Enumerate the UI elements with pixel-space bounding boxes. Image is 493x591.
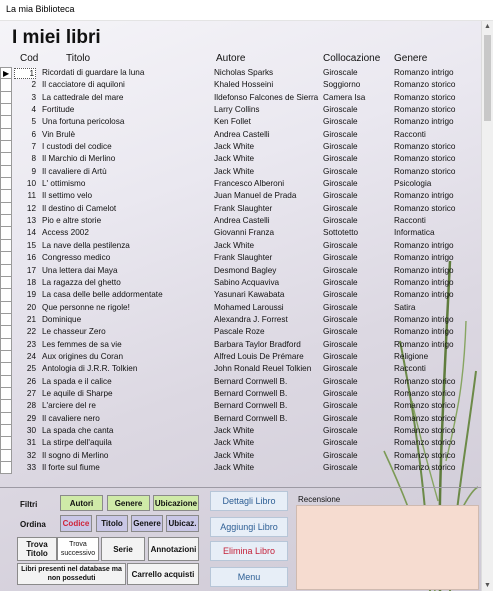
record-selector[interactable] [0, 462, 12, 474]
record-selector[interactable] [0, 302, 12, 314]
cell-titolo[interactable]: La ragazza del ghetto [42, 277, 121, 287]
record-selector[interactable] [0, 326, 12, 338]
cell-autore[interactable]: Jack White [214, 450, 255, 460]
cell-genere[interactable]: Romanzo intrigo [394, 117, 454, 127]
cell-cod[interactable]: 17 [26, 265, 36, 275]
cell-autore[interactable]: Bernard Cornwell B. [214, 413, 288, 423]
record-selector[interactable] [0, 178, 12, 190]
cell-cod[interactable]: 26 [26, 376, 36, 386]
cell-genere[interactable]: Romanzo intrigo [394, 240, 454, 250]
record-selector[interactable] [0, 314, 12, 326]
cell-titolo[interactable]: Una lettera dai Maya [42, 265, 118, 275]
record-selector[interactable] [0, 363, 12, 375]
cell-genere[interactable]: Racconti [394, 216, 426, 226]
cell-collocazione[interactable]: Giroscale [323, 240, 358, 250]
record-selector[interactable] [0, 339, 12, 351]
cell-cod[interactable]: 20 [26, 302, 36, 312]
record-selector[interactable] [0, 116, 12, 128]
cell-collocazione[interactable]: Giroscale [323, 203, 358, 213]
cell-autore[interactable]: Alexandra J. Forrest [214, 314, 288, 324]
trova-titolo-button[interactable]: Trova Titolo [17, 537, 57, 561]
cell-autore[interactable]: Jack White [214, 240, 255, 250]
cell-titolo[interactable]: Il sogno di Merlino [42, 450, 109, 460]
table-row[interactable] [14, 240, 474, 252]
record-selector[interactable] [0, 166, 12, 178]
column-header-genere[interactable]: Genere [394, 53, 428, 64]
record-selector[interactable] [0, 203, 12, 215]
record-selector[interactable] [0, 252, 12, 264]
cell-cod[interactable]: 23 [26, 339, 36, 349]
cell-titolo[interactable]: La spada che canta [42, 425, 114, 435]
cell-cod[interactable]: 22 [26, 327, 36, 337]
record-selector[interactable] [0, 265, 12, 277]
table-row[interactable] [14, 116, 474, 128]
cell-genere[interactable]: Romanzo intrigo [394, 277, 454, 287]
cell-titolo[interactable]: Il Marchio di Merlino [42, 154, 116, 164]
cell-autore[interactable]: Jack White [214, 166, 255, 176]
cell-genere[interactable]: Psicologia [394, 179, 432, 189]
column-header-titolo[interactable]: Titolo [66, 53, 91, 64]
cell-autore[interactable]: Ildefonso Falcones de Sierra [214, 92, 319, 102]
cell-cod[interactable]: 25 [26, 364, 36, 374]
cell-titolo[interactable]: La nave della pestilenza [42, 240, 130, 250]
record-selector[interactable] [0, 413, 12, 425]
cell-cod[interactable]: 24 [26, 351, 36, 361]
cell-collocazione[interactable]: Soggiorno [323, 80, 361, 90]
cell-collocazione[interactable]: Giroscale [323, 339, 358, 349]
sort-codice-button[interactable]: Codice [60, 515, 92, 532]
table-row[interactable] [14, 141, 474, 153]
record-selector[interactable] [0, 104, 12, 116]
recensione-field[interactable] [296, 505, 479, 590]
cell-collocazione[interactable]: Sottotetto [323, 228, 359, 238]
cell-genere[interactable]: Romanzo storico [394, 438, 456, 448]
record-selector[interactable] [0, 141, 12, 153]
cell-genere[interactable]: Romanzo storico [394, 376, 456, 386]
serie-button[interactable]: Serie [101, 537, 145, 561]
sort-genere-button[interactable]: Genere [131, 515, 163, 532]
cell-autore[interactable]: Juan Manuel de Prada [214, 191, 297, 201]
cell-genere[interactable]: Romanzo storico [394, 463, 456, 472]
cell-titolo[interactable]: L'arciere del re [42, 401, 96, 411]
cell-genere[interactable]: Romanzo storico [394, 450, 456, 460]
record-selector[interactable] [0, 153, 12, 165]
annotazioni-button[interactable]: Annotazioni [148, 537, 199, 561]
cell-cod[interactable]: 33 [26, 463, 36, 472]
table-row[interactable] [14, 92, 474, 104]
cell-genere[interactable]: Religione [394, 351, 429, 361]
cell-autore[interactable]: Sabino Acquaviva [214, 277, 280, 287]
sort-titolo-button[interactable]: Titolo [96, 515, 128, 532]
cell-titolo[interactable]: Pio e altre storie [42, 216, 102, 226]
cell-cod[interactable]: 21 [26, 314, 36, 324]
filter-autori-button[interactable]: Autori [60, 495, 103, 511]
cell-titolo[interactable]: La stirpe dell'aquila [42, 438, 112, 448]
record-selector[interactable] [0, 450, 12, 462]
page-title: I miei libri [12, 27, 101, 48]
cell-collocazione[interactable]: Giroscale [323, 253, 358, 263]
cell-genere[interactable]: Romanzo storico [394, 388, 456, 398]
dettagli-libro-button[interactable]: Dettagli Libro [210, 491, 288, 511]
cell-titolo[interactable]: Il forte sul fiume [42, 463, 100, 472]
table-row[interactable] [14, 425, 474, 437]
cell-cod[interactable]: 1 [14, 68, 36, 79]
cell-cod[interactable]: 2 [31, 80, 36, 90]
trova-successivo-button[interactable]: Trova successivo [57, 537, 99, 561]
cell-collocazione[interactable]: Giroscale [323, 290, 358, 300]
cell-autore[interactable]: Larry Collins [214, 105, 260, 115]
books-list [14, 67, 474, 474]
cell-cod[interactable]: 16 [26, 253, 36, 263]
cell-genere[interactable]: Romanzo intrigo [394, 327, 454, 337]
cell-collocazione[interactable]: Camera Isa [323, 92, 366, 102]
cell-autore[interactable]: John Ronald Reuel Tolkien [214, 364, 312, 374]
cell-collocazione[interactable]: Giroscale [323, 388, 358, 398]
cell-autore[interactable]: Frank Slaughter [214, 253, 273, 263]
cell-autore[interactable]: Jack White [214, 463, 255, 472]
filtri-label: Filtri [20, 500, 38, 509]
filter-ubicazione-button[interactable]: Ubicazione [153, 495, 199, 511]
table-row[interactable] [14, 252, 474, 264]
cell-titolo[interactable]: La cattedrale del mare [42, 92, 124, 102]
cell-titolo[interactable]: Que personne ne rigole! [42, 302, 130, 312]
cell-collocazione[interactable]: Giroscale [323, 265, 358, 275]
cell-collocazione[interactable]: Giroscale [323, 154, 358, 164]
section-divider [0, 487, 481, 488]
cell-cod[interactable]: 27 [26, 388, 36, 398]
cell-autore[interactable]: Giovanni Franza [214, 228, 275, 238]
table-row[interactable] [14, 190, 474, 202]
cell-autore[interactable]: Desmond Bagley [214, 265, 277, 275]
column-header-cod[interactable]: Cod [20, 53, 39, 64]
cell-cod[interactable]: 11 [27, 191, 36, 201]
cell-titolo[interactable]: Access 2002 [42, 228, 89, 238]
record-selector[interactable] [0, 92, 12, 104]
cell-cod[interactable]: 14 [26, 228, 36, 238]
record-selector[interactable] [0, 289, 12, 301]
filter-genere-button[interactable]: Genere [107, 495, 150, 511]
table-row[interactable] [14, 153, 474, 165]
cell-cod[interactable]: 4 [31, 105, 36, 115]
cell-titolo[interactable]: Aux origines du Coran [42, 351, 124, 361]
cell-collocazione[interactable]: Giroscale [323, 68, 358, 77]
cell-titolo[interactable]: Il cavaliere di Artù [42, 166, 107, 176]
cell-collocazione[interactable]: Giroscale [323, 117, 358, 127]
cell-collocazione[interactable]: Giroscale [323, 413, 358, 423]
menu-button[interactable]: Menu [210, 567, 288, 587]
cell-cod[interactable]: 13 [26, 216, 36, 226]
record-selector[interactable] [0, 351, 12, 363]
cell-autore[interactable]: Bernard Cornwell B. [214, 376, 288, 386]
table-row[interactable] [14, 129, 474, 141]
current-record-arrow-icon: ▶ [3, 69, 10, 78]
cell-titolo[interactable]: Il cacciatore di aquiloni [42, 80, 125, 90]
cell-collocazione[interactable]: Giroscale [323, 191, 358, 201]
cell-cod[interactable]: 7 [31, 142, 36, 152]
cell-cod[interactable]: 28 [26, 401, 36, 411]
cell-titolo[interactable]: Una fortuna pericolosa [42, 117, 125, 127]
vertical-scrollbar[interactable] [481, 21, 493, 591]
cell-collocazione[interactable]: Giroscale [323, 142, 358, 152]
recensione-label: Recensione [298, 495, 341, 504]
cell-titolo[interactable]: Ricordati di guardare la luna [42, 68, 145, 77]
cell-autore[interactable]: Jack White [214, 425, 255, 435]
cell-genere[interactable]: Racconti [394, 129, 426, 139]
table-row[interactable] [14, 413, 474, 425]
cell-genere[interactable]: Romanzo storico [394, 80, 456, 90]
record-selector[interactable] [0, 67, 12, 79]
cell-genere[interactable]: Romanzo intrigo [394, 265, 454, 275]
ordina-label: Ordina [20, 520, 46, 529]
record-selector[interactable] [0, 129, 12, 141]
record-selector[interactable] [0, 376, 12, 388]
cell-autore[interactable]: Jack White [214, 154, 255, 164]
cell-autore[interactable]: Mohamed Laroussi [214, 302, 284, 312]
cell-cod[interactable]: 32 [26, 450, 36, 460]
carrello-acquisti-button[interactable]: Carrello acquisti [127, 563, 199, 585]
cell-collocazione[interactable]: Giroscale [323, 376, 358, 386]
cell-titolo[interactable]: I custodi del codice [42, 142, 112, 152]
cell-collocazione[interactable]: Giroscale [323, 438, 358, 448]
cell-collocazione[interactable]: Giroscale [323, 463, 358, 472]
table-row[interactable] [14, 178, 474, 190]
record-selector[interactable] [0, 277, 12, 289]
cell-autore[interactable]: Barbara Taylor Bradford [214, 339, 301, 349]
cell-genere[interactable]: Romanzo intrigo [394, 290, 454, 300]
cell-autore[interactable]: Bernard Cornwell B. [214, 401, 288, 411]
cell-genere[interactable]: Romanzo intrigo [394, 68, 454, 77]
cell-collocazione[interactable]: Giroscale [323, 105, 358, 115]
table-row[interactable] [14, 79, 474, 91]
cell-autore[interactable]: Frank Slaughter [214, 203, 273, 213]
table-row[interactable] [14, 400, 474, 412]
cell-genere[interactable]: Romanzo storico [394, 92, 456, 102]
table-row[interactable] [14, 203, 474, 215]
cell-genere[interactable]: Romanzo storico [394, 413, 456, 423]
cell-collocazione[interactable]: Giroscale [323, 216, 358, 226]
cell-titolo[interactable]: Dominique [42, 314, 82, 324]
cell-collocazione[interactable]: Giroscale [323, 364, 358, 374]
cell-autore[interactable]: Yasunari Kawabata [214, 290, 285, 300]
cell-titolo[interactable]: Les femmes de sa vie [42, 339, 122, 349]
scroll-down-arrow-icon[interactable]: ▼ [484, 582, 491, 589]
cell-cod[interactable]: 29 [26, 413, 36, 423]
cell-autore[interactable]: Alfred Louis De Prémare [214, 351, 304, 361]
cell-titolo[interactable]: Le chasseur Zero [42, 327, 106, 337]
record-selector[interactable] [0, 190, 12, 202]
cell-cod[interactable]: 30 [26, 425, 36, 435]
table-row[interactable] [14, 67, 474, 79]
cell-collocazione[interactable]: Giroscale [323, 314, 358, 324]
table-row[interactable] [14, 376, 474, 388]
table-row[interactable] [14, 388, 474, 400]
cell-collocazione[interactable]: Giroscale [323, 166, 358, 176]
cell-genere[interactable]: Romanzo intrigo [394, 314, 454, 324]
window-title: La mia Biblioteca [6, 4, 75, 14]
cell-titolo[interactable]: Fortitude [42, 105, 75, 115]
cell-genere[interactable]: Romanzo storico [394, 401, 456, 411]
table-row[interactable] [14, 326, 474, 338]
table-row[interactable] [14, 437, 474, 449]
cell-titolo[interactable]: Il settimo velo [42, 191, 93, 201]
cell-genere[interactable]: Informatica [394, 228, 435, 238]
cell-autore[interactable]: Khaled Hosseini [214, 80, 274, 90]
cell-cod[interactable]: 5 [31, 117, 36, 127]
cell-genere[interactable]: Romanzo intrigo [394, 191, 454, 201]
table-row[interactable] [14, 339, 474, 351]
cell-titolo[interactable]: Le aquile di Sharpe [42, 388, 113, 398]
sort-ubicazione-button[interactable]: Ubicaz. [166, 515, 199, 532]
cell-titolo[interactable]: Il destino di Camelot [42, 203, 117, 213]
title-bar [0, 0, 493, 21]
table-row[interactable] [14, 166, 474, 178]
cell-collocazione[interactable]: Giroscale [323, 129, 358, 139]
cell-genere[interactable]: Romanzo intrigo [394, 253, 454, 263]
cell-cod[interactable]: 15 [26, 240, 36, 250]
cell-cod[interactable]: 6 [31, 129, 36, 139]
cell-titolo[interactable]: Il cavaliere nero [42, 413, 100, 423]
table-row[interactable] [14, 351, 474, 363]
cell-genere[interactable]: Romanzo storico [394, 142, 456, 152]
cell-cod[interactable]: 18 [26, 277, 36, 287]
table-row[interactable] [14, 265, 474, 277]
cell-genere[interactable]: Romanzo intrigo [394, 339, 454, 349]
form-main [0, 21, 481, 591]
cell-cod[interactable]: 3 [31, 92, 36, 102]
cell-collocazione[interactable]: Giroscale [323, 277, 358, 287]
record-selector[interactable] [0, 215, 12, 227]
cell-cod[interactable]: 8 [31, 154, 36, 164]
cell-cod[interactable]: 19 [26, 290, 36, 300]
cell-autore[interactable]: Nicholas Sparks [214, 68, 274, 77]
cell-autore[interactable]: Andrea Castelli [214, 129, 270, 139]
cell-collocazione[interactable]: Giroscale [323, 351, 358, 361]
record-selector[interactable] [0, 400, 12, 412]
cell-collocazione[interactable]: Giroscale [323, 327, 358, 337]
cell-collocazione[interactable]: Giroscale [323, 450, 358, 460]
table-row[interactable] [14, 289, 474, 301]
cell-genere[interactable]: Romanzo storico [394, 105, 456, 115]
table-row[interactable] [14, 363, 474, 375]
record-selector[interactable] [0, 425, 12, 437]
cell-cod[interactable]: 31 [26, 438, 36, 448]
cell-autore[interactable]: Jack White [214, 438, 255, 448]
cell-cod[interactable]: 10 [26, 179, 36, 189]
cell-genere[interactable]: Romanzo storico [394, 166, 456, 176]
table-row[interactable] [14, 277, 474, 289]
cell-autore[interactable]: Andrea Castelli [214, 216, 270, 226]
cell-genere[interactable]: Satira [394, 302, 416, 312]
cell-genere[interactable]: Romanzo storico [394, 425, 456, 435]
column-header-collocazione[interactable]: Collocazione [323, 53, 381, 64]
cell-genere[interactable]: Racconti [394, 364, 426, 374]
cell-collocazione[interactable]: Giroscale [323, 401, 358, 411]
cell-titolo[interactable]: L' ottimismo [42, 179, 86, 189]
cell-titolo[interactable]: La casa delle belle addormentate [42, 290, 163, 300]
record-selector[interactable] [0, 227, 12, 239]
cell-genere[interactable]: Romanzo storico [394, 154, 456, 164]
cell-autore[interactable]: Pascale Roze [214, 327, 265, 337]
scroll-up-arrow-icon[interactable]: ▲ [484, 23, 491, 30]
record-selector[interactable] [0, 437, 12, 449]
aggiungi-libro-button[interactable]: Aggiungi Libro [210, 517, 288, 537]
cell-autore[interactable]: Ken Follet [214, 117, 251, 127]
record-selector[interactable] [0, 79, 12, 91]
cell-autore[interactable]: Jack White [214, 142, 255, 152]
libri-non-posseduti-button[interactable]: Libri presenti nel database ma non posseduti [17, 563, 126, 585]
record-selector[interactable] [0, 388, 12, 400]
elimina-libro-button[interactable]: Elimina Libro [210, 541, 288, 561]
record-selector[interactable] [0, 240, 12, 252]
record-selector-column[interactable] [0, 67, 12, 487]
table-row[interactable] [14, 215, 474, 227]
cell-autore[interactable]: Francesco Alberoni [214, 179, 285, 189]
cell-autore[interactable]: Bernard Cornwell B. [214, 388, 288, 398]
table-row[interactable] [14, 462, 474, 474]
table-row[interactable] [14, 450, 474, 462]
cell-collocazione[interactable]: Giroscale [323, 425, 358, 435]
cell-titolo[interactable]: La spada e il calice [42, 376, 112, 386]
table-row[interactable] [14, 227, 474, 239]
scroll-thumb[interactable] [484, 35, 491, 121]
cell-titolo[interactable]: Antologia di J.R.R. Tolkien [42, 364, 138, 374]
cell-collocazione[interactable]: Giroscale [323, 302, 358, 312]
cell-collocazione[interactable]: Giroscale [323, 179, 358, 189]
cell-titolo[interactable]: Congresso medico [42, 253, 111, 263]
column-header-autore[interactable]: Autore [216, 53, 246, 64]
cell-genere[interactable]: Romanzo storico [394, 203, 456, 213]
cell-titolo[interactable]: Vin Brulè [42, 129, 76, 139]
table-row[interactable] [14, 302, 474, 314]
table-row[interactable] [14, 314, 474, 326]
cell-cod[interactable]: 9 [31, 166, 36, 176]
cell-cod[interactable]: 12 [26, 203, 36, 213]
table-row[interactable] [14, 104, 474, 116]
